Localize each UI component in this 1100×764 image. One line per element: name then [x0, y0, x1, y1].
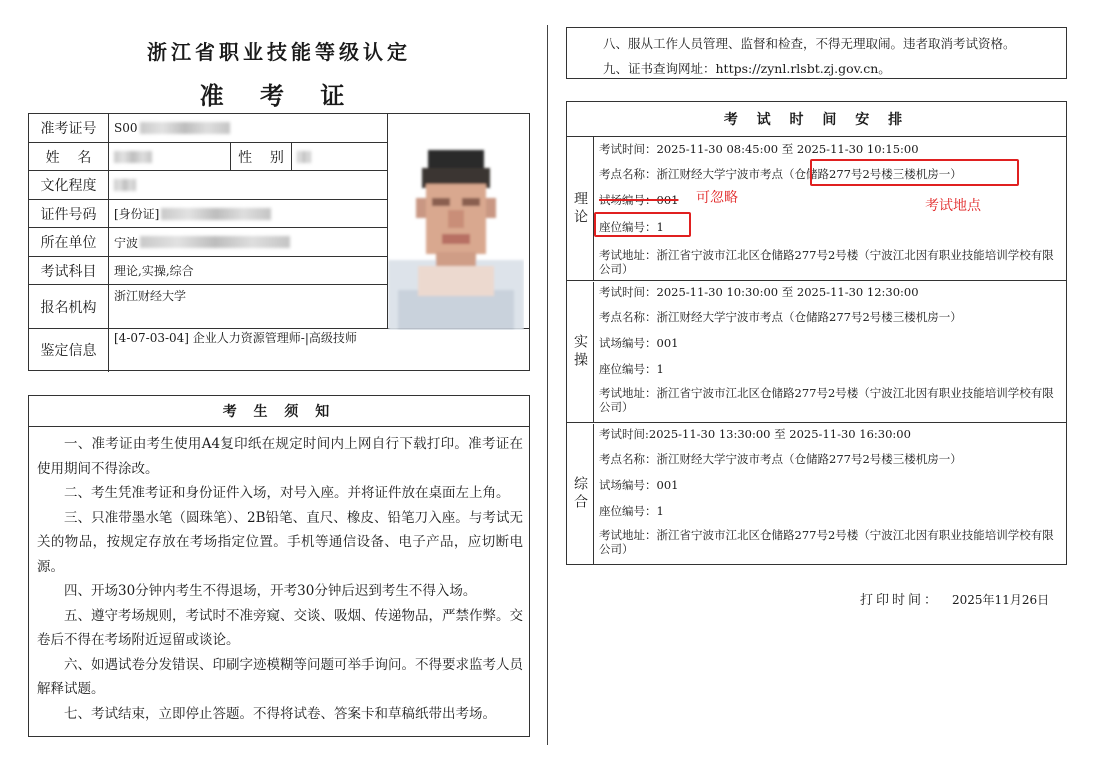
notice-item: 二、考生凭准考证和身份证件入场，对号入座。并将证件放在桌面左上角。 — [64, 485, 510, 501]
notice-title: 考 生 须 知 — [29, 396, 529, 427]
exam-seat: 座位编号：1 — [599, 220, 664, 234]
education-label: 文化程度 — [40, 178, 97, 194]
notice-list — [37, 432, 523, 726]
exam-site: 考点名称：浙江财经大学宁波市考点（仓储路277号2号楼三楼机房一） — [599, 310, 962, 324]
unit-label: 所在单位 — [40, 235, 97, 251]
section-label: 综合 — [567, 424, 594, 564]
ignore-note: 可忽略 — [696, 190, 738, 206]
name-value — [109, 143, 230, 171]
exam-room: 试场编号：001 — [599, 336, 679, 350]
seat-highlight-box — [594, 212, 691, 237]
exam-address: 考试地址：浙江省宁波市江北区仓储路277号2号楼（宁波江北因有职业技能培训学校有限公司） — [599, 248, 1054, 276]
ticket-number-label: 准考证号 — [40, 121, 97, 137]
subjects-label: 考试科目 — [40, 263, 97, 280]
section-label: 理论 — [567, 137, 594, 280]
page-divider — [547, 25, 548, 745]
print-time: 打印时间： 2025年11月26日 — [860, 593, 1050, 608]
schedule-section-comprehensive — [567, 424, 1066, 564]
subjects-value: 理论,实操,综合 — [114, 264, 194, 278]
exam-room: 试场编号：001 — [599, 193, 679, 207]
notice-item: 五、遵守考场规则，考试时不准旁窥、交谈、吸烟、传递物品，严禁作弊。交卷后不得在考场附近逗留或谈论。 — [37, 607, 523, 648]
exam-address: 考试地址：浙江省宁波市江北区仓储路277号2号楼（宁波江北因有职业技能培训学校有限公司） — [599, 386, 1054, 414]
gender-value — [292, 143, 387, 171]
exam-seat: 座位编号：1 — [599, 362, 664, 376]
org-value: 浙江财经大学 — [114, 288, 187, 303]
exam-time: 考试时间：2025-11-30 10:30:00 至 2025-11-30 12:30:00 — [599, 285, 919, 299]
unit-value: 宁波 — [109, 228, 387, 256]
document-title: 浙江省职业技能等级认定 — [147, 40, 411, 64]
rule-item-8: 八、服从工作人员管理、监督和检查，不得无理取闹。违者取消考试资格。 — [603, 36, 1016, 51]
location-highlight-box — [810, 159, 1019, 186]
location-note: 考试地点 — [925, 198, 981, 214]
section-label: 实操 — [567, 282, 594, 422]
exam-seat: 座位编号：1 — [599, 504, 664, 518]
rules-continued-box — [566, 27, 1067, 79]
notice-item: 一、准考证由考生使用A4复印纸在规定时间内上网自行下载打印。准考证在使用期间不得涂改。 — [37, 436, 523, 477]
notice-item: 三、只准带墨水笔（圆珠笔）、2B铅笔、直尺、橡皮、铅笔刀入座。与考试无关的物品，按规定存放在考场指定位置。手机等通信设备、电子产品，应切断电源。 — [37, 509, 523, 575]
education-value — [109, 171, 387, 199]
schedule-title: 考 试 时 间 安 排 — [567, 102, 1066, 137]
exam-site: 考点名称：浙江财经大学宁波市考点（仓储路277号2号楼三楼机房一） — [599, 167, 962, 181]
schedule-section-practical — [567, 282, 1066, 423]
name-label: 姓 名 — [45, 150, 92, 166]
exam-address: 考试地址：浙江省宁波市江北区仓储路277号2号楼（宁波江北因有职业技能培训学校有限公司） — [599, 528, 1054, 556]
ticket-number-value: S00 — [109, 114, 387, 142]
id-number-label: 证件号码 — [40, 206, 97, 223]
cert-info-value: [4-07-03-04] 企业人力资源管理师-|高级技师 — [114, 330, 357, 345]
id-number-value: [身份证] — [109, 200, 387, 227]
candidate-notice-box — [28, 395, 530, 737]
exam-site: 考点名称：浙江财经大学宁波市考点（仓储路277号2号楼三楼机房一） — [599, 452, 962, 466]
candidate-photo — [388, 140, 524, 330]
notice-item: 四、开场30分钟内考生不得退场，开考30分钟后迟到考生不得入场。 — [64, 583, 477, 599]
notice-item: 六、如遇试卷分发错误、印刷字迹模糊等问题可举手询问。不得要求监考人员解释试题。 — [37, 656, 523, 697]
rule-item-9: 九、证书查询网址：https://zynl.rlsbt.zj.gov.cn。 — [603, 61, 891, 76]
org-label: 报名机构 — [40, 299, 97, 316]
exam-room: 试场编号：001 — [599, 478, 679, 492]
document-subtitle: 准 考 证 — [199, 81, 359, 110]
exam-time: 考试时间：2025-11-30 08:45:00 至 2025-11-30 10:15:00 — [599, 142, 919, 156]
cert-info-label: 鉴定信息 — [40, 343, 97, 359]
gender-label: 性 别 — [238, 150, 284, 166]
exam-time: 考试时间:2025-11-30 13:30:00 至 2025-11-30 16:30:00 — [599, 427, 911, 441]
notice-item: 七、考试结束，立即停止答题。不得将试卷、答案卡和草稿纸带出考场。 — [64, 705, 496, 722]
